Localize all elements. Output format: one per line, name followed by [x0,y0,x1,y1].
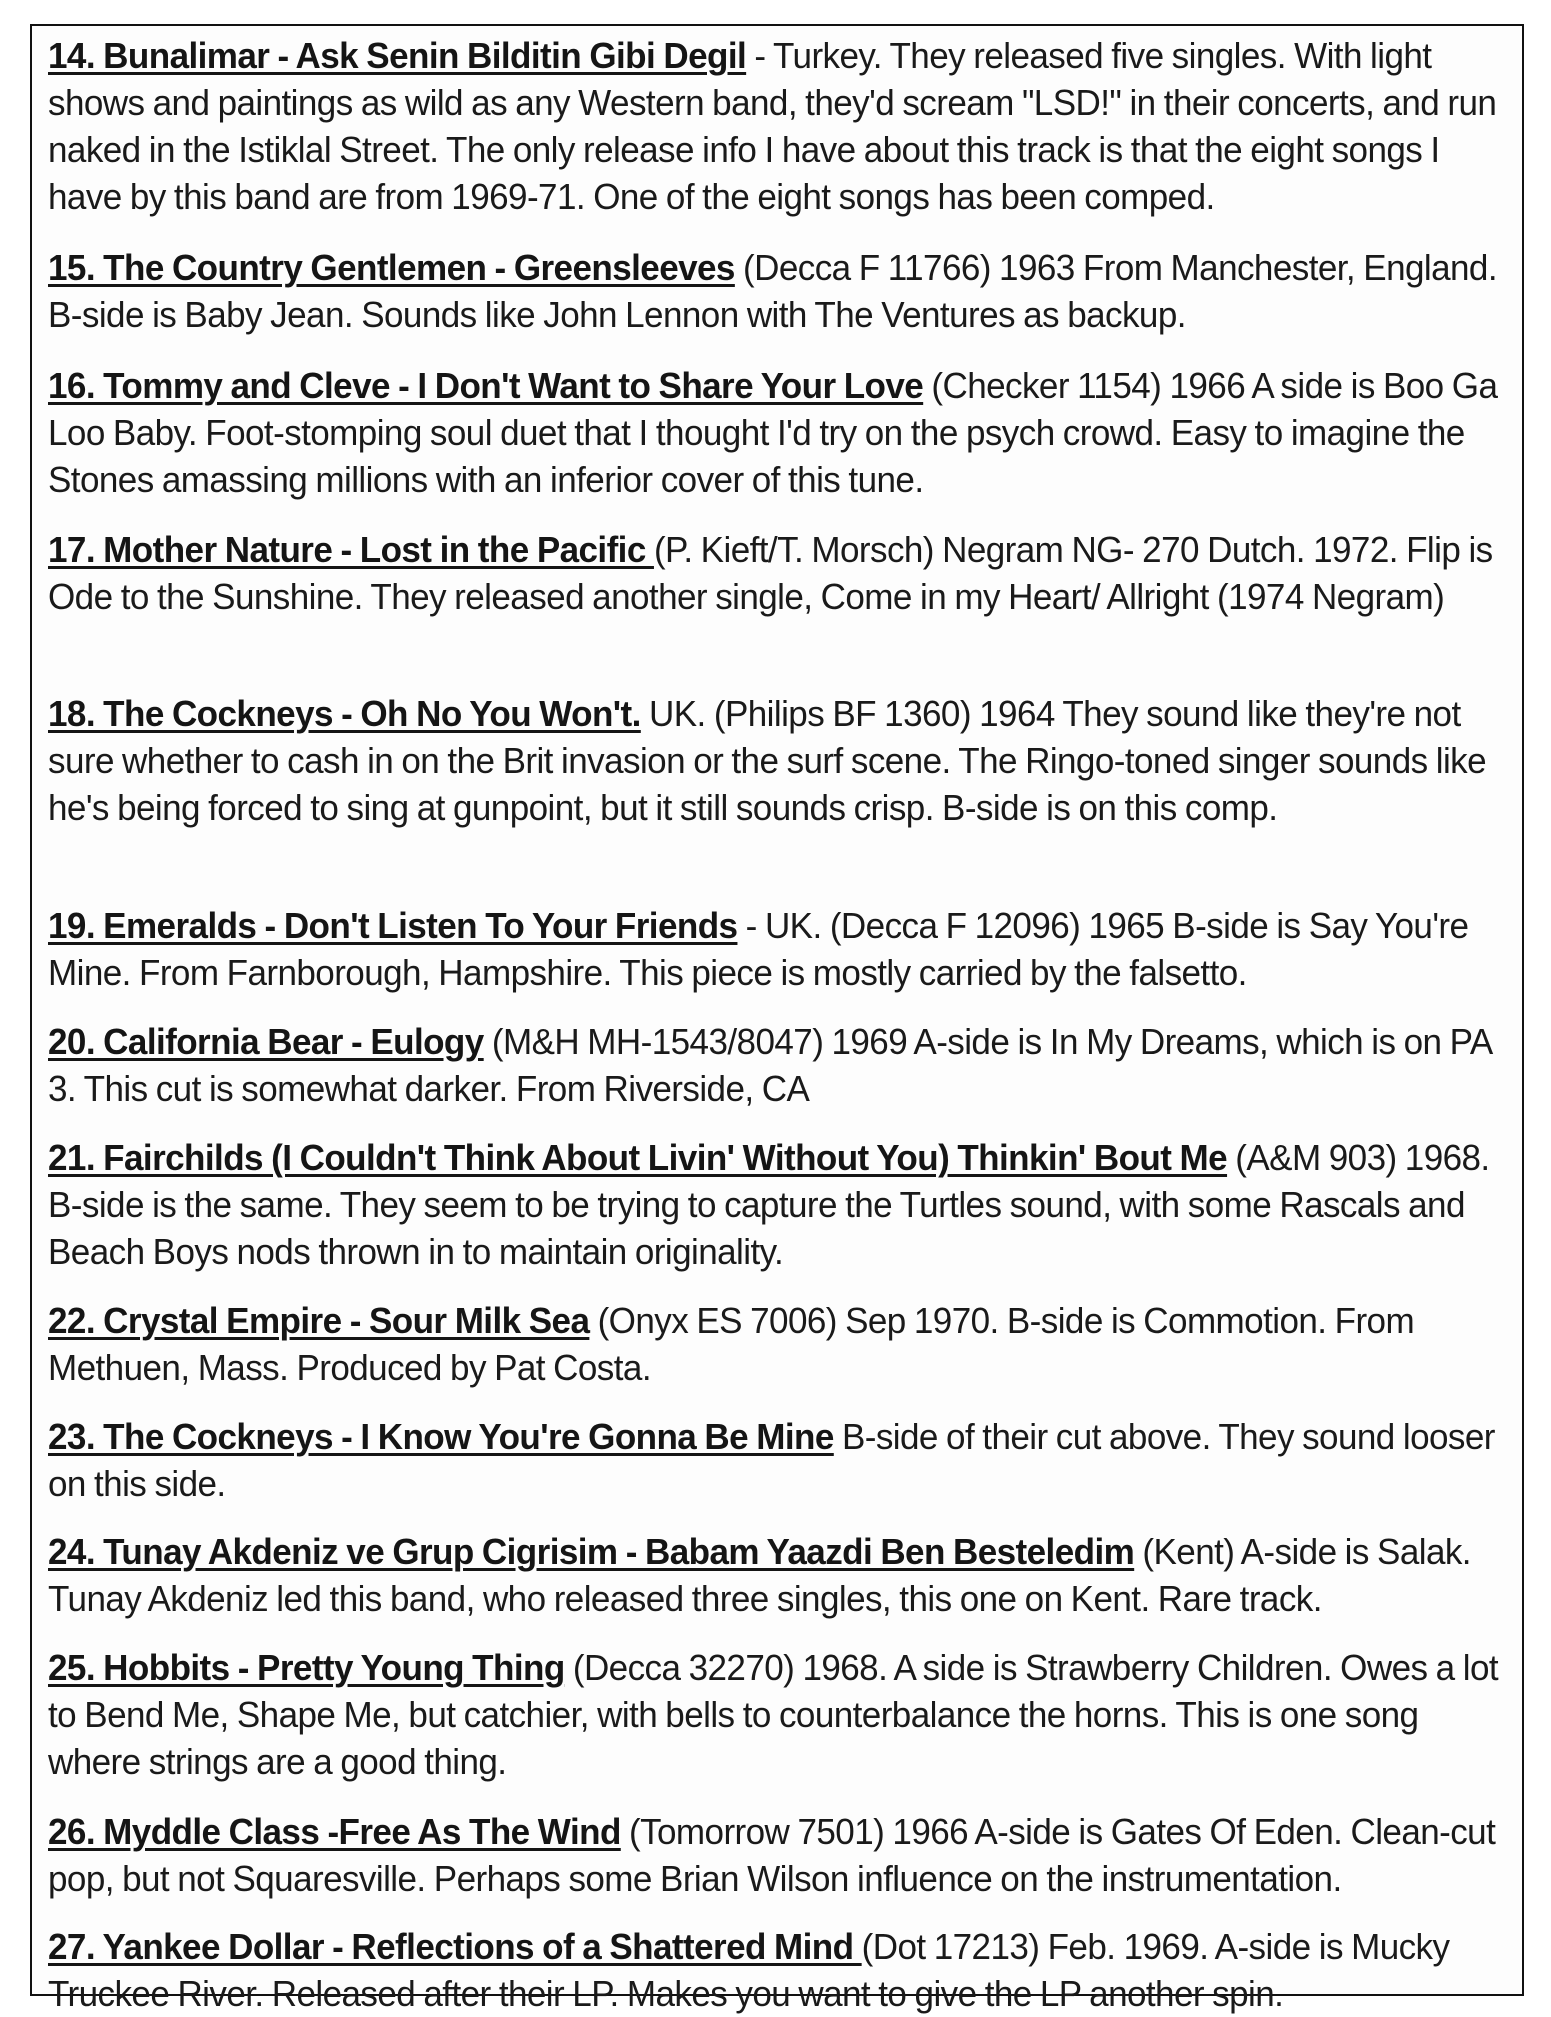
track-notes: (Kent) A-side is Salak. Tunay Akdeniz led this band, who released three singles, this one on Kent. Rare track. [48,1531,1471,1619]
track-entry-18 [48,690,1508,831]
track-notes: (P. Kieft/T. Morsch) Negram NG- 270 Dutch. 1972. Flip is Ode to the Sunshine. They released another single, Come in my Heart/ Allright (1974 Negram) [48,529,1493,617]
track-notes: - UK. (Decca F 12096) 1965 B-side is Say You're Mine. From Farnborough, Hampshire. This piece is mostly carried by the falsetto. [48,905,1469,993]
track-entry-17 [48,526,1508,620]
track-title: 16. Tommy and Cleve - I Don't Want to Share Your Love [48,365,924,406]
track-notes: (Dot 17213) Feb. 1969. A-side is Mucky Truckee River. Released after their LP. Makes you want to give the LP another spin. [48,1926,1450,2014]
track-title: 14. Bunalimar - Ask Senin Bilditin Gibi Degil [48,35,747,76]
track-entry-21 [48,1134,1508,1275]
track-entry-20 [48,1018,1508,1112]
track-title: 20. California Bear - Eulogy [48,1021,484,1062]
document-frame [30,24,1524,2014]
track-title: 27. Yankee Dollar - Reflections of a Shattered Mind [48,1926,862,1967]
track-entry-16 [48,362,1508,503]
track-notes: B-side of their cut above. They sound looser on this side. [48,1416,1495,1504]
track-notes: (M&H MH-1543/8047) 1969 A-side is In My Dreams, which is on PA 3. This cut is somewhat darker. From Riverside, CA [48,1021,1491,1109]
track-title: 22. Crystal Empire - Sour Milk Sea [48,1300,590,1341]
track-entry-26 [48,1808,1508,1902]
track-title: 21. Fairchilds (I Couldn't Think About Livin' Without You) Thinkin' Bout Me [48,1137,1228,1178]
track-notes: (Tomorrow 7501) 1966 A-side is Gates Of Eden. Clean-cut pop, but not Squaresville. Perhaps some Brian Wilson influence on the instrumentation. [48,1811,1496,1899]
track-notes: - Turkey. They released five singles. With light shows and paintings as wild as any Western band, they'd scream "LSD!" in their concerts, and run naked in the Istiklal Street. The only release info I have about this track is that the eight songs I have by this band are from 1969-71. One of the eight songs has been comped. [48,35,1497,217]
track-notes: (Decca F 11766) 1963 From Manchester, England. B-side is Baby Jean. Sounds like John Lennon with The Ventures as backup. [48,247,1498,335]
track-notes: UK. (Philips BF 1360) 1964 They sound like they're not sure whether to cash in on the Brit invasion or the surf scene. The Ringo-toned singer sounds like he's being forced to sing at gunpoint, but it still sounds crisp. B-side is on this comp. [48,693,1487,828]
track-entry-14 [48,32,1508,220]
track-title: 17. Mother Nature - Lost in the Pacific [48,529,654,570]
track-entry-23 [48,1413,1508,1507]
track-entry-25 [48,1644,1508,1785]
track-title: 18. The Cockneys - Oh No You Won't. [48,693,641,734]
track-entry-27 [48,1923,1508,2017]
track-notes: (A&M 903) 1968. B-side is the same. They seem to be trying to capture the Turtles sound, with some Rascals and Beach Boys nods thrown in to maintain originality. [48,1137,1490,1272]
track-title: 24. Tunay Akdeniz ve Grup Cigrisim - Babam Yaazdi Ben Besteledim [48,1531,1135,1572]
track-title: 26. Myddle Class -Free As The Wind [48,1811,621,1852]
track-notes: (Decca 32270) 1968. A side is Strawberry Children. Owes a lot to Bend Me, Shape Me, but catchier, with bells to counterbalance the horns. This is one song where strings are a good thing. [48,1647,1499,1782]
track-title: 19. Emeralds - Don't Listen To Your Friends [48,905,738,946]
track-title: 23. The Cockneys - I Know You're Gonna Be Mine [48,1416,834,1457]
track-title: 15. The Country Gentlemen - Greensleeves [48,247,735,288]
track-notes: (Onyx ES 7006) Sep 1970. B-side is Commotion. From Methuen, Mass. Produced by Pat Costa. [48,1300,1415,1388]
track-entry-15 [48,244,1508,338]
track-entry-24 [48,1528,1508,1622]
track-entry-19 [48,902,1508,996]
track-entry-22 [48,1297,1508,1391]
track-notes: (Checker 1154) 1966 A side is Boo Ga Loo Baby. Foot-stomping soul duet that I thought I'd try on the psych crowd. Easy to imagine the Stones amassing millions with an inferior cover of this tune. [48,365,1498,500]
track-title: 25. Hobbits - Pretty Young Thing [48,1647,565,1688]
